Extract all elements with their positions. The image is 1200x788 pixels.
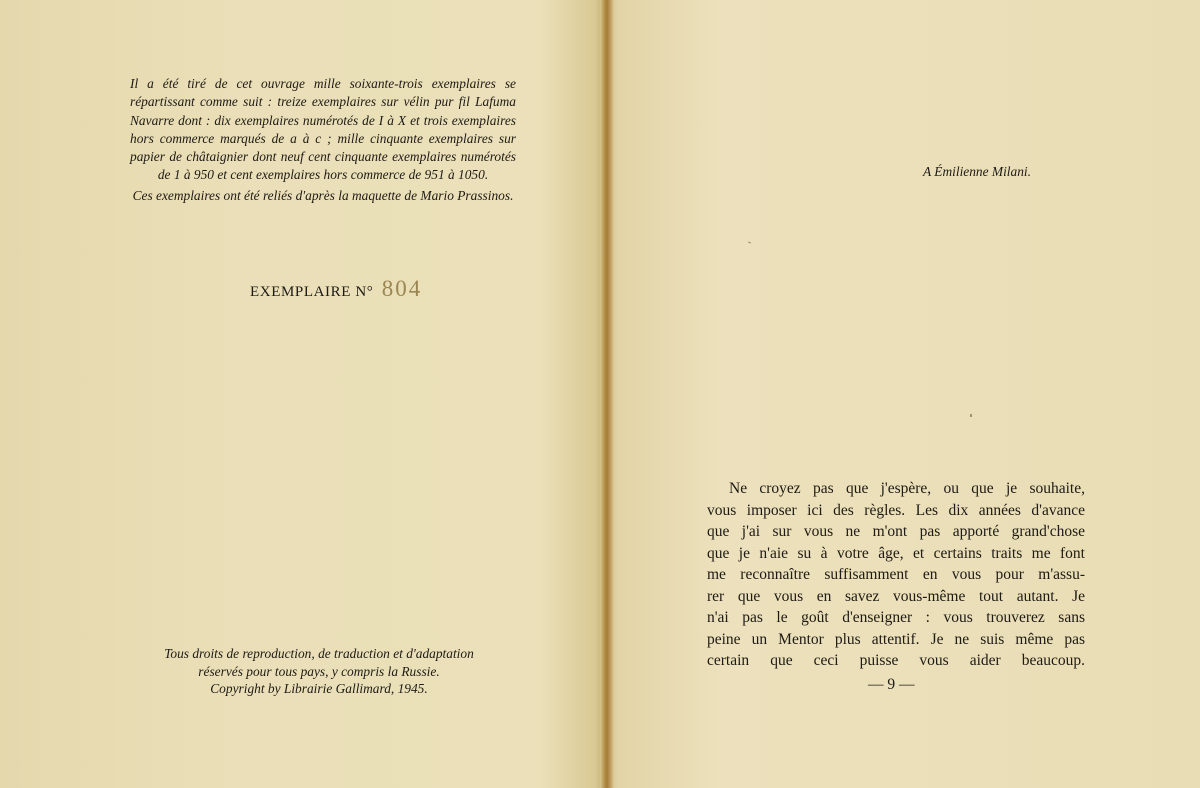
body-line: peine un Mentor plus attentif. Je ne suis même pas xyxy=(707,630,1085,648)
copyright-line: réservés pour tous pays, y compris la Russie. xyxy=(198,663,440,679)
book-gutter xyxy=(600,0,614,788)
left-page xyxy=(0,0,598,788)
body-text xyxy=(707,478,1085,672)
paper-speck xyxy=(970,414,972,417)
colophon-paragraph: Ces exemplaires ont été reliés d'après la maquette de Mario Prassinos. xyxy=(132,187,514,203)
body-line: vous imposer ici des règles. Les dix années d'avance xyxy=(707,501,1085,519)
body-line: Ne croyez pas que j'espère, ou que je souhaite, xyxy=(729,480,1085,497)
copyright-line: Tous droits de reproduction, de traduction et d'adaptation xyxy=(164,646,474,661)
page-number: — 9 — xyxy=(868,676,915,693)
exemplaire-handwritten-number: 804 xyxy=(381,276,423,301)
body-line: que j'ai sur vous ne m'ont pas apporté grand'chose xyxy=(707,523,1085,540)
copyright-notice xyxy=(140,645,498,698)
exemplaire-number xyxy=(250,276,450,302)
dedication: A Émilienne Milani. xyxy=(923,164,1031,179)
body-line: me reconnaître suffisamment en vous pour m'assu- xyxy=(707,566,1085,583)
exemplaire-label: EXEMPLAIRE N° xyxy=(250,284,374,300)
colophon xyxy=(130,75,516,205)
body-line: que je n'aie su à votre âge, et certains traits me font xyxy=(707,544,1085,562)
body-line: rer que vous en savez vous-même tout autant. Je xyxy=(707,587,1085,605)
body-line: certain que ceci puisse vous aider beaucoup. xyxy=(707,652,1085,669)
copyright-line: Copyright by Librairie Gallimard, 1945. xyxy=(210,681,428,696)
colophon-paragraph: Il a été tiré de cet ouvrage mille soixante-trois exemplaires se répartissant comme suit : treize exemplaires sur vélin pur fil Lafuma Navarre dont : dix exemplaires numérotés de I à X et trois exemplaires hors commerce marqués de a à c ; mille cinquante exemplaires sur papier de châtaignier dont neuf cent cinquante exemplaires numérotés de 1 à 950 et cent exemplaires hors commerce de 951 à 1050. xyxy=(130,76,516,183)
body-line: n'ai pas le goût d'enseigner : vous trouverez sans xyxy=(707,609,1085,626)
